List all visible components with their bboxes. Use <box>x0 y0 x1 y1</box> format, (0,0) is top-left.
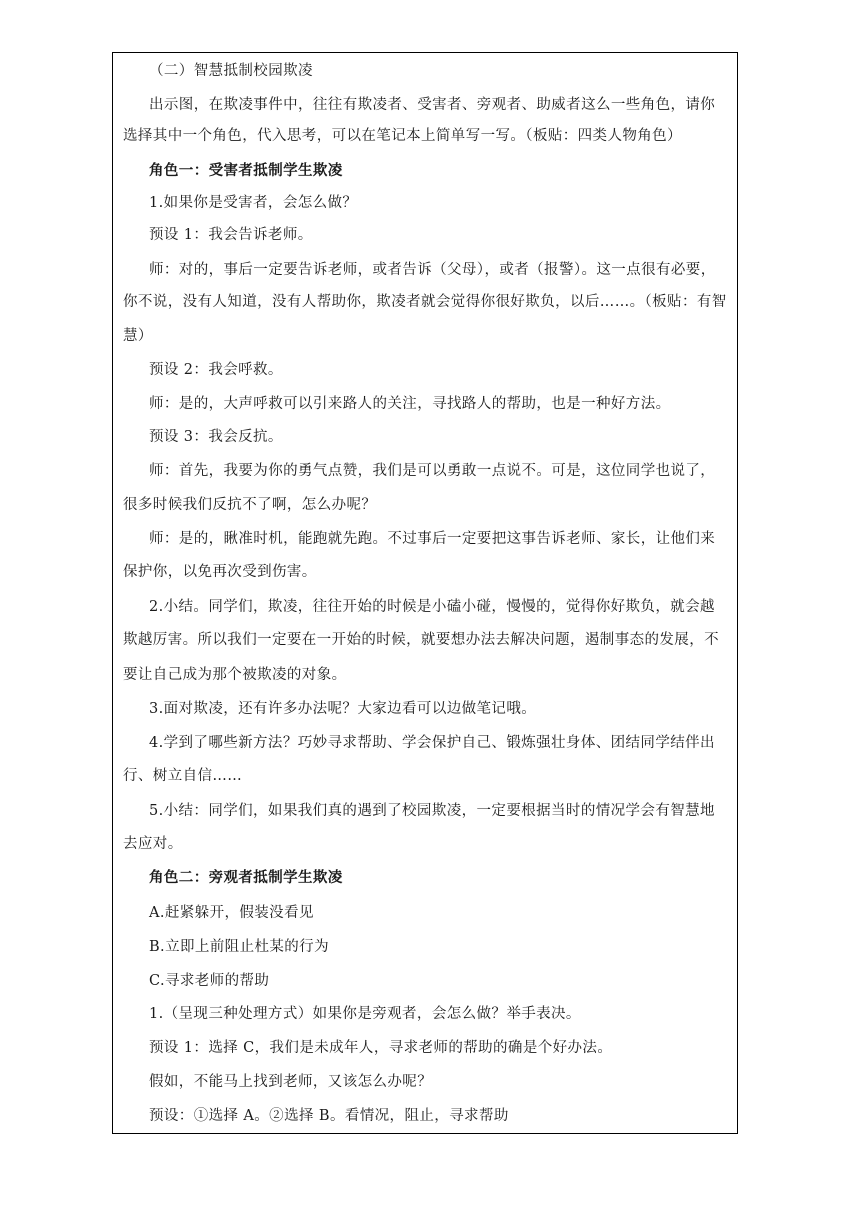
paragraph-line: 预设 1：我会告诉老师。 <box>149 227 313 243</box>
role-two-heading: 角色二：旁观者抵制学生欺凌 <box>149 869 343 886</box>
paragraph-line: 师：对的，事后一定要告诉老师，或者告诉（父母），或者（报警）。这一点很有必要， <box>149 262 716 278</box>
paragraph-line: 欺越厉害。所以我们一定要在一开始的时候，就要想办法去解决问题，遏制事态的发展，不 <box>123 632 719 648</box>
paragraph-line: 保护你，以免再次受到伤害。 <box>123 564 317 580</box>
paragraph-line: 师：是的，大声呼救可以引来路人的关注，寻找路人的帮助，也是一种好方法。 <box>149 396 671 412</box>
paragraph-line: 4.学到了哪些新方法？巧妙寻求帮助、学会保护自己、锻炼强壮身体、团结同学结伴出 <box>149 735 715 751</box>
paragraph-line: 出示图，在欺凌事件中，往往有欺凌者、受害者、旁观者、助威者这么一些角色，请你 <box>149 97 716 113</box>
paragraph-line: 1.如果你是受害者，会怎么做？ <box>149 195 358 211</box>
role-one-heading: 角色一：受害者抵制学生欺凌 <box>149 162 343 179</box>
paragraph-line: 2.小结。同学们，欺凌，往往开始的时候是小磕小碰，慢慢的，觉得你好欺负，就会越 <box>149 599 715 615</box>
paragraph-line: 慧） <box>123 328 153 344</box>
paragraph-line: 预设 1：选择 C，我们是未成年人，寻求老师的帮助的确是个好办法。 <box>149 1040 613 1056</box>
content-table-cell <box>112 52 738 1134</box>
paragraph-line: 假如，不能马上找到老师，又该怎么办呢？ <box>149 1074 433 1090</box>
paragraph-line: 预设 3：我会反抗。 <box>149 429 283 445</box>
paragraph-line: 3.面对欺凌，还有许多办法呢？大家边看可以边做笔记哦。 <box>149 701 537 717</box>
paragraph-line: 你不说，没有人知道，没有人帮助你，欺凌者就会觉得你很好欺负，以后……。（板贴：有智 <box>123 294 727 310</box>
paragraph-line: 很多时候我们反抗不了啊，怎么办呢？ <box>123 497 377 513</box>
option-item: C.寻求老师的帮助 <box>149 973 270 989</box>
paragraph-line: 5.小结：同学们，如果我们真的遇到了校园欺凌，一定要根据当时的情况学会有智慧地 <box>149 803 715 819</box>
section-heading: （二）智慧抵制校园欺凌 <box>149 63 313 79</box>
paragraph-line: 行、树立自信…… <box>123 768 243 784</box>
paragraph-line: 要让自己成为那个被欺凌的对象。 <box>123 667 347 683</box>
paragraph-line: 师：首先，我要为你的勇气点赞，我们是可以勇敢一点说不。可是，这位同学也说了， <box>149 463 716 479</box>
paragraph-line: 预设 2：我会呼救。 <box>149 362 283 378</box>
paragraph-line: 选择其中一个角色，代入思考，可以在笔记本上简单写一写。（板贴：四类人物角色） <box>123 128 682 144</box>
paragraph-line: 预设：①选择 A。②选择 B。看情况，阻止，寻求帮助 <box>149 1108 509 1124</box>
paragraph-line: 去应对。 <box>123 836 183 852</box>
option-item: A.赶紧躲开，假装没看见 <box>149 905 314 921</box>
paragraph-line: 1.（呈现三种处理方式）如果你是旁观者，会怎么做？举手表决。 <box>149 1006 581 1022</box>
option-item: B.立即上前阻止杜某的行为 <box>149 939 329 955</box>
paragraph-line: 师：是的，瞅准时机，能跑就先跑。不过事后一定要把这事告诉老师、家长，让他们来 <box>149 531 716 547</box>
